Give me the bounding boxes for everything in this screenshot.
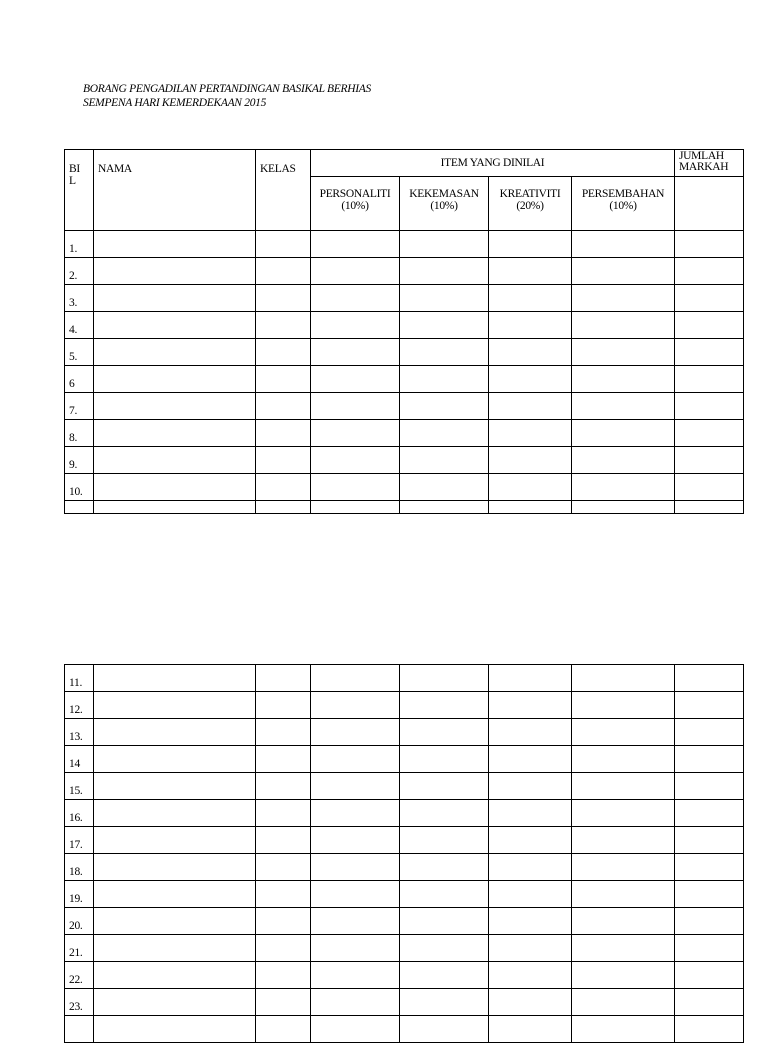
kelas-cell[interactable] xyxy=(256,447,311,474)
persembahan-cell[interactable] xyxy=(572,393,675,420)
row-number: 10. xyxy=(65,474,94,501)
kekemasan-cell[interactable] xyxy=(400,746,489,773)
kekemasan-cell[interactable] xyxy=(400,935,489,962)
nama-cell[interactable] xyxy=(94,989,256,1016)
nama-cell[interactable] xyxy=(94,366,256,393)
row-number: 23. xyxy=(65,989,94,1016)
row-number: 5. xyxy=(65,339,94,366)
row-number: 13. xyxy=(65,719,94,746)
personaliti-cell[interactable] xyxy=(311,447,400,474)
table-row xyxy=(65,501,744,514)
header-kelas: KELAS xyxy=(256,150,311,231)
jumlah-cell[interactable] xyxy=(675,935,744,962)
jumlah-cell[interactable] xyxy=(675,989,744,1016)
kelas-cell[interactable] xyxy=(256,474,311,501)
header-jumlah-markah xyxy=(675,150,744,177)
jumlah-cell[interactable] xyxy=(675,285,744,312)
kelas-cell[interactable] xyxy=(256,665,311,692)
row-number: 21. xyxy=(65,935,94,962)
personaliti-cell[interactable] xyxy=(311,312,400,339)
kelas-cell[interactable] xyxy=(256,420,311,447)
kelas-cell[interactable] xyxy=(256,989,311,1016)
jumlah-cell[interactable] xyxy=(675,719,744,746)
kreativiti-cell[interactable] xyxy=(489,447,572,474)
persembahan-cell[interactable] xyxy=(572,258,675,285)
kreativiti-cell[interactable] xyxy=(489,474,572,501)
jumlah-cell[interactable] xyxy=(675,312,744,339)
nama-cell[interactable] xyxy=(94,962,256,989)
persembahan-cell[interactable] xyxy=(572,827,675,854)
row-number: 3. xyxy=(65,285,94,312)
kelas-cell[interactable] xyxy=(256,800,311,827)
row-number: 18. xyxy=(65,854,94,881)
personaliti-cell[interactable] xyxy=(311,393,400,420)
kelas-cell[interactable] xyxy=(256,231,311,258)
kelas-cell[interactable] xyxy=(256,881,311,908)
personaliti-cell[interactable] xyxy=(311,881,400,908)
kekemasan-cell[interactable] xyxy=(400,501,489,514)
table-row xyxy=(65,827,744,854)
kekemasan-cell[interactable] xyxy=(400,1016,489,1043)
table-row xyxy=(65,312,744,339)
jumlah-cell[interactable] xyxy=(675,474,744,501)
row-number: 7. xyxy=(65,393,94,420)
row-number: 19. xyxy=(65,881,94,908)
kekemasan-cell[interactable] xyxy=(400,420,489,447)
jumlah-cell[interactable] xyxy=(675,366,744,393)
header-persembahan xyxy=(572,177,675,231)
table-row xyxy=(65,285,744,312)
row-number: 17. xyxy=(65,827,94,854)
table-row xyxy=(65,339,744,366)
kekemasan-cell[interactable] xyxy=(400,665,489,692)
kekemasan-cell[interactable] xyxy=(400,881,489,908)
table-row xyxy=(65,854,744,881)
header-kreativiti-name: KREATIVITI xyxy=(499,188,561,200)
jumlah-cell[interactable] xyxy=(675,339,744,366)
kekemasan-cell[interactable] xyxy=(400,800,489,827)
kreativiti-cell[interactable] xyxy=(489,962,572,989)
persembahan-cell[interactable] xyxy=(572,474,675,501)
persembahan-cell[interactable] xyxy=(572,501,675,514)
kekemasan-cell[interactable] xyxy=(400,854,489,881)
row-number xyxy=(65,1016,94,1043)
personaliti-cell[interactable] xyxy=(311,989,400,1016)
nama-cell[interactable] xyxy=(94,746,256,773)
jumlah-cell[interactable] xyxy=(675,447,744,474)
personaliti-cell[interactable] xyxy=(311,773,400,800)
nama-cell[interactable] xyxy=(94,692,256,719)
kreativiti-cell[interactable] xyxy=(489,366,572,393)
kreativiti-cell[interactable] xyxy=(489,393,572,420)
kreativiti-cell[interactable] xyxy=(489,908,572,935)
kelas-cell[interactable] xyxy=(256,393,311,420)
header-kekemasan-name: KEKEMASAN xyxy=(409,188,479,200)
kekemasan-cell[interactable] xyxy=(400,312,489,339)
table-row xyxy=(65,881,744,908)
table-row xyxy=(65,962,744,989)
table-row xyxy=(65,420,744,447)
kelas-cell[interactable] xyxy=(256,935,311,962)
personaliti-cell[interactable] xyxy=(311,258,400,285)
jumlah-cell[interactable] xyxy=(675,420,744,447)
persembahan-cell[interactable] xyxy=(572,447,675,474)
jumlah-cell[interactable] xyxy=(675,665,744,692)
form-title-line-1: BORANG PENGADILAN PERTANDINGAN BASIKAL BERHIAS xyxy=(83,83,371,95)
row-number: 1. xyxy=(65,231,94,258)
row-number: 2. xyxy=(65,258,94,285)
kelas-cell[interactable] xyxy=(256,312,311,339)
row-number xyxy=(65,501,94,514)
table-row xyxy=(65,746,744,773)
kelas-cell[interactable] xyxy=(256,258,311,285)
jumlah-cell[interactable] xyxy=(675,773,744,800)
kekemasan-cell[interactable] xyxy=(400,285,489,312)
persembahan-cell[interactable] xyxy=(572,231,675,258)
jumlah-cell[interactable] xyxy=(675,854,744,881)
kreativiti-cell[interactable] xyxy=(489,665,572,692)
nama-cell[interactable] xyxy=(94,447,256,474)
row-number: 22. xyxy=(65,962,94,989)
header-personaliti xyxy=(311,177,400,231)
persembahan-cell[interactable] xyxy=(572,989,675,1016)
persembahan-cell[interactable] xyxy=(572,719,675,746)
header-bil-line-2: L xyxy=(69,175,76,187)
kekemasan-cell[interactable] xyxy=(400,773,489,800)
persembahan-cell[interactable] xyxy=(572,1016,675,1043)
nama-cell[interactable] xyxy=(94,420,256,447)
kelas-cell[interactable] xyxy=(256,719,311,746)
nama-cell[interactable] xyxy=(94,501,256,514)
persembahan-cell[interactable] xyxy=(572,962,675,989)
kelas-cell[interactable] xyxy=(256,854,311,881)
table-row xyxy=(65,366,744,393)
nama-cell[interactable] xyxy=(94,1016,256,1043)
kreativiti-cell[interactable] xyxy=(489,1016,572,1043)
personaliti-cell[interactable] xyxy=(311,1016,400,1043)
kelas-cell[interactable] xyxy=(256,746,311,773)
header-bil-line-1: BI xyxy=(69,163,80,175)
row-number: 12. xyxy=(65,692,94,719)
nama-cell[interactable] xyxy=(94,773,256,800)
jumlah-cell[interactable] xyxy=(675,231,744,258)
row-number: 4. xyxy=(65,312,94,339)
header-kreativiti-weight: (20%) xyxy=(516,200,544,212)
nama-cell[interactable] xyxy=(94,719,256,746)
header-item-group: ITEM YANG DINILAI xyxy=(311,150,675,177)
kreativiti-cell[interactable] xyxy=(489,420,572,447)
kelas-cell[interactable] xyxy=(256,908,311,935)
header-jumlah-line-2: MARKAH xyxy=(679,161,729,173)
personaliti-cell[interactable] xyxy=(311,746,400,773)
persembahan-cell[interactable] xyxy=(572,312,675,339)
header-jumlah-blank xyxy=(675,177,744,231)
kekemasan-cell[interactable] xyxy=(400,692,489,719)
row-number: 14 xyxy=(65,746,94,773)
header-personaliti-name: PERSONALITI xyxy=(319,188,391,200)
nama-cell[interactable] xyxy=(94,881,256,908)
nama-cell[interactable] xyxy=(94,935,256,962)
table-row xyxy=(65,1016,744,1043)
kekemasan-cell[interactable] xyxy=(400,989,489,1016)
personaliti-cell[interactable] xyxy=(311,692,400,719)
form-title xyxy=(83,82,371,110)
persembahan-cell[interactable] xyxy=(572,746,675,773)
jumlah-cell[interactable] xyxy=(675,881,744,908)
kekemasan-cell[interactable] xyxy=(400,827,489,854)
kreativiti-cell[interactable] xyxy=(489,989,572,1016)
persembahan-cell[interactable] xyxy=(572,881,675,908)
row-number: 20. xyxy=(65,908,94,935)
table-row xyxy=(65,773,744,800)
scoring-table-1 xyxy=(64,149,744,514)
kekemasan-cell[interactable] xyxy=(400,474,489,501)
jumlah-cell[interactable] xyxy=(675,746,744,773)
personaliti-cell[interactable] xyxy=(311,285,400,312)
kelas-cell[interactable] xyxy=(256,773,311,800)
personaliti-cell[interactable] xyxy=(311,665,400,692)
header-personaliti-weight: (10%) xyxy=(341,200,369,212)
nama-cell[interactable] xyxy=(94,285,256,312)
personaliti-cell[interactable] xyxy=(311,935,400,962)
table-row xyxy=(65,800,744,827)
personaliti-cell[interactable] xyxy=(311,474,400,501)
personaliti-cell[interactable] xyxy=(311,854,400,881)
jumlah-cell[interactable] xyxy=(675,800,744,827)
kreativiti-cell[interactable] xyxy=(489,773,572,800)
header-kreativiti xyxy=(489,177,572,231)
kreativiti-cell[interactable] xyxy=(489,881,572,908)
nama-cell[interactable] xyxy=(94,339,256,366)
kreativiti-cell[interactable] xyxy=(489,285,572,312)
jumlah-cell[interactable] xyxy=(675,692,744,719)
header-nama: NAMA xyxy=(94,150,256,231)
personaliti-cell[interactable] xyxy=(311,339,400,366)
personaliti-cell[interactable] xyxy=(311,501,400,514)
header-persembahan-weight: (10%) xyxy=(609,200,637,212)
nama-cell[interactable] xyxy=(94,665,256,692)
form-title-line-2: SEMPENA HARI KEMERDEKAAN 2015 xyxy=(83,97,267,109)
table-row xyxy=(65,447,744,474)
table-row xyxy=(65,665,744,692)
personaliti-cell[interactable] xyxy=(311,420,400,447)
kekemasan-cell[interactable] xyxy=(400,393,489,420)
persembahan-cell[interactable] xyxy=(572,692,675,719)
table-row xyxy=(65,935,744,962)
row-number: 9. xyxy=(65,447,94,474)
persembahan-cell[interactable] xyxy=(572,420,675,447)
kreativiti-cell[interactable] xyxy=(489,719,572,746)
kelas-cell[interactable] xyxy=(256,285,311,312)
header-jumlah-line-1: JUMLAH xyxy=(679,150,724,162)
persembahan-cell[interactable] xyxy=(572,935,675,962)
nama-cell[interactable] xyxy=(94,854,256,881)
header-row-1 xyxy=(65,150,744,177)
header-persembahan-name: PERSEMBAHAN xyxy=(581,188,665,200)
kreativiti-cell[interactable] xyxy=(489,258,572,285)
persembahan-cell[interactable] xyxy=(572,773,675,800)
nama-cell[interactable] xyxy=(94,312,256,339)
kekemasan-cell[interactable] xyxy=(400,258,489,285)
kelas-cell[interactable] xyxy=(256,692,311,719)
header-kekemasan xyxy=(400,177,489,231)
nama-cell[interactable] xyxy=(94,231,256,258)
nama-cell[interactable] xyxy=(94,258,256,285)
kreativiti-cell[interactable] xyxy=(489,501,572,514)
kekemasan-cell[interactable] xyxy=(400,447,489,474)
header-kekemasan-weight: (10%) xyxy=(430,200,458,212)
personaliti-cell[interactable] xyxy=(311,800,400,827)
kelas-cell[interactable] xyxy=(256,339,311,366)
header-bil xyxy=(65,150,94,231)
personaliti-cell[interactable] xyxy=(311,719,400,746)
row-number: 11. xyxy=(65,665,94,692)
kelas-cell[interactable] xyxy=(256,501,311,514)
jumlah-cell[interactable] xyxy=(675,501,744,514)
kekemasan-cell[interactable] xyxy=(400,339,489,366)
persembahan-cell[interactable] xyxy=(572,339,675,366)
row-number: 6 xyxy=(65,366,94,393)
scoring-table-2 xyxy=(64,664,744,1043)
table-row xyxy=(65,258,744,285)
kelas-cell[interactable] xyxy=(256,366,311,393)
kekemasan-cell[interactable] xyxy=(400,366,489,393)
personaliti-cell[interactable] xyxy=(311,827,400,854)
jumlah-cell[interactable] xyxy=(675,393,744,420)
kekemasan-cell[interactable] xyxy=(400,962,489,989)
jumlah-cell[interactable] xyxy=(675,258,744,285)
kreativiti-cell[interactable] xyxy=(489,854,572,881)
table-row xyxy=(65,989,744,1016)
kreativiti-cell[interactable] xyxy=(489,827,572,854)
nama-cell[interactable] xyxy=(94,393,256,420)
kreativiti-cell[interactable] xyxy=(489,339,572,366)
kekemasan-cell[interactable] xyxy=(400,908,489,935)
kreativiti-cell[interactable] xyxy=(489,312,572,339)
personaliti-cell[interactable] xyxy=(311,962,400,989)
row-number: 8. xyxy=(65,420,94,447)
nama-cell[interactable] xyxy=(94,827,256,854)
kreativiti-cell[interactable] xyxy=(489,692,572,719)
jumlah-cell[interactable] xyxy=(675,908,744,935)
personaliti-cell[interactable] xyxy=(311,366,400,393)
table-row xyxy=(65,393,744,420)
row-number: 16. xyxy=(65,800,94,827)
persembahan-cell[interactable] xyxy=(572,800,675,827)
kekemasan-cell[interactable] xyxy=(400,719,489,746)
kelas-cell[interactable] xyxy=(256,827,311,854)
personaliti-cell[interactable] xyxy=(311,908,400,935)
table-row xyxy=(65,692,744,719)
table-row xyxy=(65,908,744,935)
kreativiti-cell[interactable] xyxy=(489,935,572,962)
jumlah-cell[interactable] xyxy=(675,1016,744,1043)
kelas-cell[interactable] xyxy=(256,1016,311,1043)
row-number: 15. xyxy=(65,773,94,800)
nama-cell[interactable] xyxy=(94,908,256,935)
table-row xyxy=(65,474,744,501)
kreativiti-cell[interactable] xyxy=(489,746,572,773)
table-row xyxy=(65,231,744,258)
persembahan-cell[interactable] xyxy=(572,854,675,881)
persembahan-cell[interactable] xyxy=(572,285,675,312)
table-row xyxy=(65,719,744,746)
kreativiti-cell[interactable] xyxy=(489,231,572,258)
kreativiti-cell[interactable] xyxy=(489,800,572,827)
persembahan-cell[interactable] xyxy=(572,908,675,935)
persembahan-cell[interactable] xyxy=(572,366,675,393)
kelas-cell[interactable] xyxy=(256,962,311,989)
nama-cell[interactable] xyxy=(94,800,256,827)
nama-cell[interactable] xyxy=(94,474,256,501)
jumlah-cell[interactable] xyxy=(675,827,744,854)
kekemasan-cell[interactable] xyxy=(400,231,489,258)
personaliti-cell[interactable] xyxy=(311,231,400,258)
persembahan-cell[interactable] xyxy=(572,665,675,692)
jumlah-cell[interactable] xyxy=(675,962,744,989)
